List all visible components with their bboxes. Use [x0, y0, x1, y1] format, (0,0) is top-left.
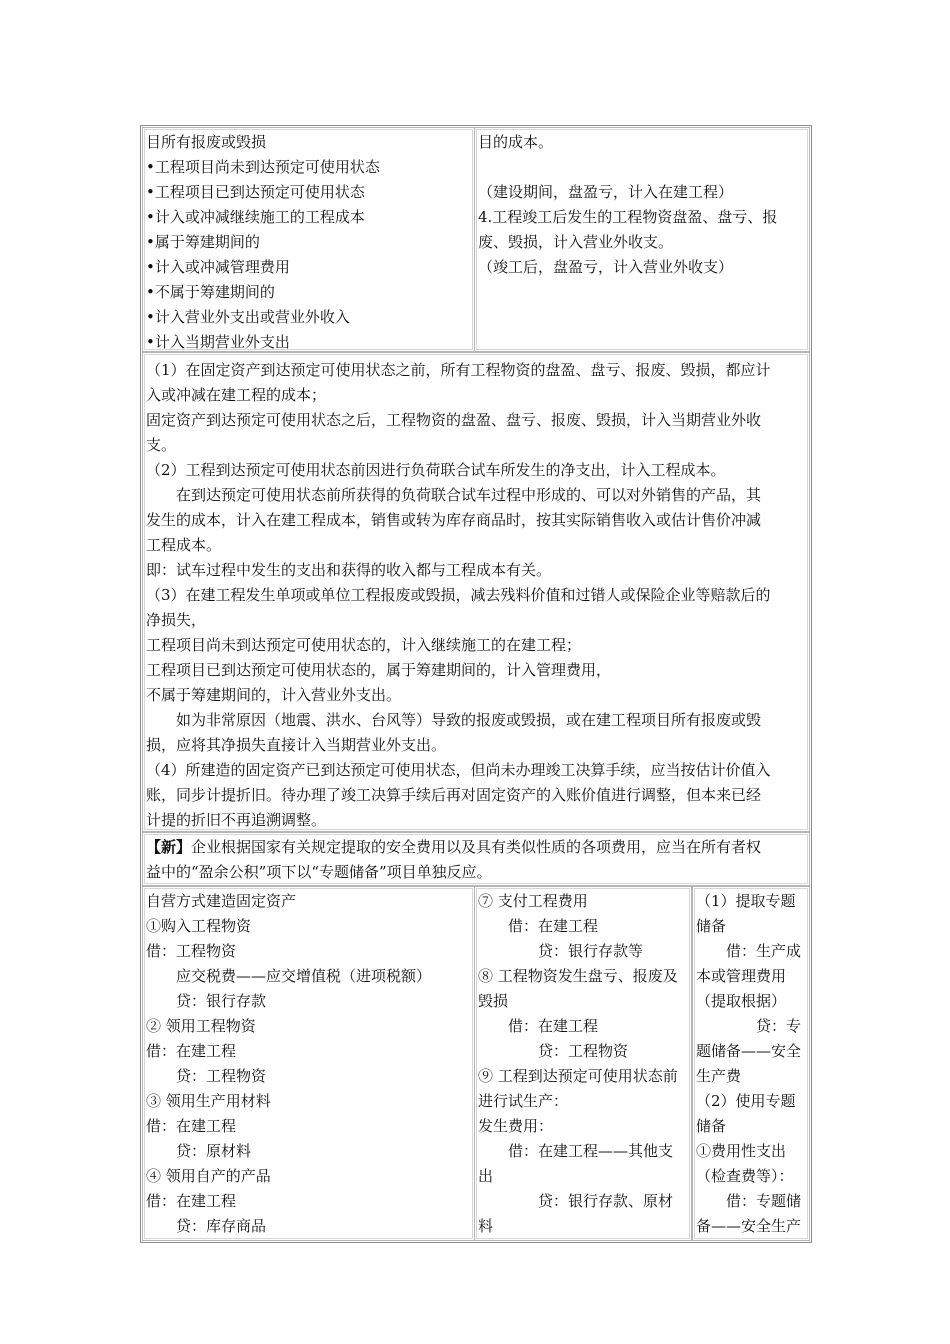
new-line-2: 益中的“盈余公积”项下以“专题储备”项目单独反应。 [146, 863, 492, 881]
text-line: （1）提取专题 [696, 892, 796, 910]
text-line: 支。 [146, 436, 177, 454]
text-line: 借：在建工程——其他支 [478, 1142, 674, 1160]
text-line [478, 155, 777, 180]
text-line: 固定资产到达预定可使用状态之后，工程物资的盘盈、盘亏、报废、毁损，计入当期营业外收 [146, 411, 762, 429]
text-line: 毁损 [478, 992, 509, 1010]
text-line: 即：试车过程中发生的支出和获得的收入都与工程成本有关。 [146, 561, 552, 579]
cell-top-left [142, 127, 475, 352]
text-line: 自营方式建造固定资产 [146, 892, 297, 910]
cell-top-right [474, 127, 810, 352]
text-line: 储备 [696, 917, 727, 935]
text-line: （竣工后，盘盈亏，计入营业外收支） [478, 258, 734, 276]
text-line: ⑦ 支付工程费用 [478, 892, 588, 910]
text-line: •工程项目已到达预定可使用状态 [146, 183, 365, 201]
text-line: •属于筹建期间的 [146, 233, 260, 251]
text-line: 出 [478, 1167, 494, 1185]
text-line: 借：生产成 [696, 942, 802, 960]
text-line: 贷：银行存款 [146, 992, 267, 1010]
middle-text [146, 358, 771, 833]
text-line: 4.工程竣工后发生的工程物资盘盈、盘亏、报 [478, 208, 778, 226]
bottom-right-text [696, 889, 801, 1239]
text-line: 应交税费——应交增值税（进项税额） [146, 967, 432, 985]
text-line: 贷：工程物资 [478, 1042, 629, 1060]
text-line: （提取根据） [696, 992, 787, 1010]
text-line: 废、毁损，计入营业外收支。 [478, 233, 674, 251]
text-line: （4）所建造的固定资产已到达预定可使用状态，但尚未办理竣工决算手续，应当按估计价值入 [146, 761, 771, 779]
text-line: （2）使用专题 [696, 1092, 796, 1110]
text-line: 本或管理费用 [696, 967, 787, 985]
text-line: 贷：工程物资 [146, 1067, 267, 1085]
text-line: 发生的成本，计入在建工程成本，销售或转为库存商品时，按其实际销售收入或估计售价冲减 [146, 511, 762, 529]
text-line: 贷：银行存款等 [478, 942, 644, 960]
text-line: •工程项目尚未到达预定可使用状态 [146, 158, 380, 176]
text-line: 贷：库存商品 [146, 1217, 267, 1235]
new-tag: 【新】 [146, 838, 192, 856]
bottom-middle-text [478, 889, 678, 1239]
cell-bottom-right [692, 886, 810, 1241]
text-line: 入或冲减在建工程的成本； [146, 386, 327, 404]
cell-bottom-middle [474, 886, 692, 1241]
text-line: 储备 [696, 1117, 727, 1135]
text-line: 计提的折旧不再追溯调整。 [146, 811, 327, 829]
text-line: （1）在固定资产到达预定可使用状态之前，所有工程物资的盘盈、盘亏、报废、毁损，都应计 [146, 361, 771, 379]
text-line: 借：工程物资 [146, 942, 237, 960]
text-line: 借：在建工程 [146, 1042, 237, 1060]
text-line: 贷：银行存款、原材 [478, 1192, 674, 1210]
cell-bottom-left [142, 886, 475, 1241]
text-line: 目的成本。 [478, 133, 554, 151]
text-line: •计入当期营业外支出 [146, 333, 290, 351]
text-line: 工程项目尚未到达预定可使用状态的，计入继续施工的在建工程； [146, 636, 582, 654]
text-line: 料 [478, 1217, 494, 1235]
text-line: ①费用性支出 [696, 1142, 787, 1160]
text-line: （检查费等）： [696, 1167, 794, 1185]
text-line: 借：在建工程 [478, 917, 599, 935]
text-line: •计入营业外支出或营业外收入 [146, 308, 350, 326]
text-line: 发生费用： [478, 1117, 554, 1135]
text-line: 净损失， [146, 611, 207, 629]
text-line: ⑨ 工程到达预定可使用状态前 [478, 1067, 678, 1085]
top-left-text [146, 130, 380, 355]
new-line-1: 企业根据国家有关规定提取的安全费用以及具有类似性质的各项费用，应当在所有者权 [191, 838, 762, 856]
text-line: 借：在建工程 [146, 1192, 237, 1210]
text-line: 不属于筹建期间的，计入营业外支出。 [146, 686, 402, 704]
new-rule-text [146, 835, 761, 885]
text-line: 借：在建工程 [478, 1017, 599, 1035]
text-line: •计入或冲减继续施工的工程成本 [146, 208, 365, 226]
text-line: 备——安全生产 [696, 1217, 802, 1235]
text-line: （2）工程到达预定可使用状态前因进行负荷联合试车所发生的净支出，计入工程成本。 [146, 461, 726, 479]
text-line: ② 领用工程物资 [146, 1017, 256, 1035]
text-line: 如为非常原因（地震、洪水、台风等）导致的报废或毁损，或在建工程项目所有报废或毁 [146, 711, 762, 729]
text-line: 在到达预定可使用状态前所获得的负荷联合试车过程中形成的、可以对外销售的产品，其 [146, 486, 762, 504]
text-line: （3）在建工程发生单项或单位工程报废或毁损，减去残料价值和过错人或保险企业等赔款后的 [146, 586, 771, 604]
bottom-left-text [146, 889, 431, 1239]
text-line: ⑧ 工程物资发生盘亏、报废及 [478, 967, 678, 985]
text-line: 生产费 [696, 1067, 742, 1085]
cell-new-rule [142, 832, 810, 886]
cell-middle [142, 352, 810, 832]
text-line: 借：在建工程 [146, 1117, 237, 1135]
text-line: 工程成本。 [146, 536, 222, 554]
text-line: ③ 领用生产用材料 [146, 1092, 271, 1110]
text-line: 工程项目已到达预定可使用状态的，属于筹建期间的，计入管理费用， [146, 661, 612, 679]
text-line: •计入或冲减管理费用 [146, 258, 290, 276]
text-line: ①购入工程物资 [146, 917, 252, 935]
top-right-text [478, 130, 777, 280]
text-line: 贷：原材料 [146, 1142, 252, 1160]
text-line: 目所有报废或毁损 [146, 133, 267, 151]
text-line: •不属于筹建期间的 [146, 283, 275, 301]
text-line: 题储备——安全 [696, 1042, 802, 1060]
text-line: 账，同步计提折旧。待办理了竣工决算手续后再对固定资产的入账价值进行调整，但本来已经 [146, 786, 762, 804]
text-line: 进行试生产： [478, 1092, 569, 1110]
text-line: （建设期间，盘盈亏，计入在建工程） [478, 183, 734, 201]
text-line: 损，应将其净损失直接计入当期营业外支出。 [146, 736, 447, 754]
text-line [146, 835, 761, 860]
text-line: ④ 领用自产的产品 [146, 1167, 271, 1185]
text-line: 贷：专 [696, 1017, 802, 1035]
text-line: 借：专题储 [696, 1192, 802, 1210]
